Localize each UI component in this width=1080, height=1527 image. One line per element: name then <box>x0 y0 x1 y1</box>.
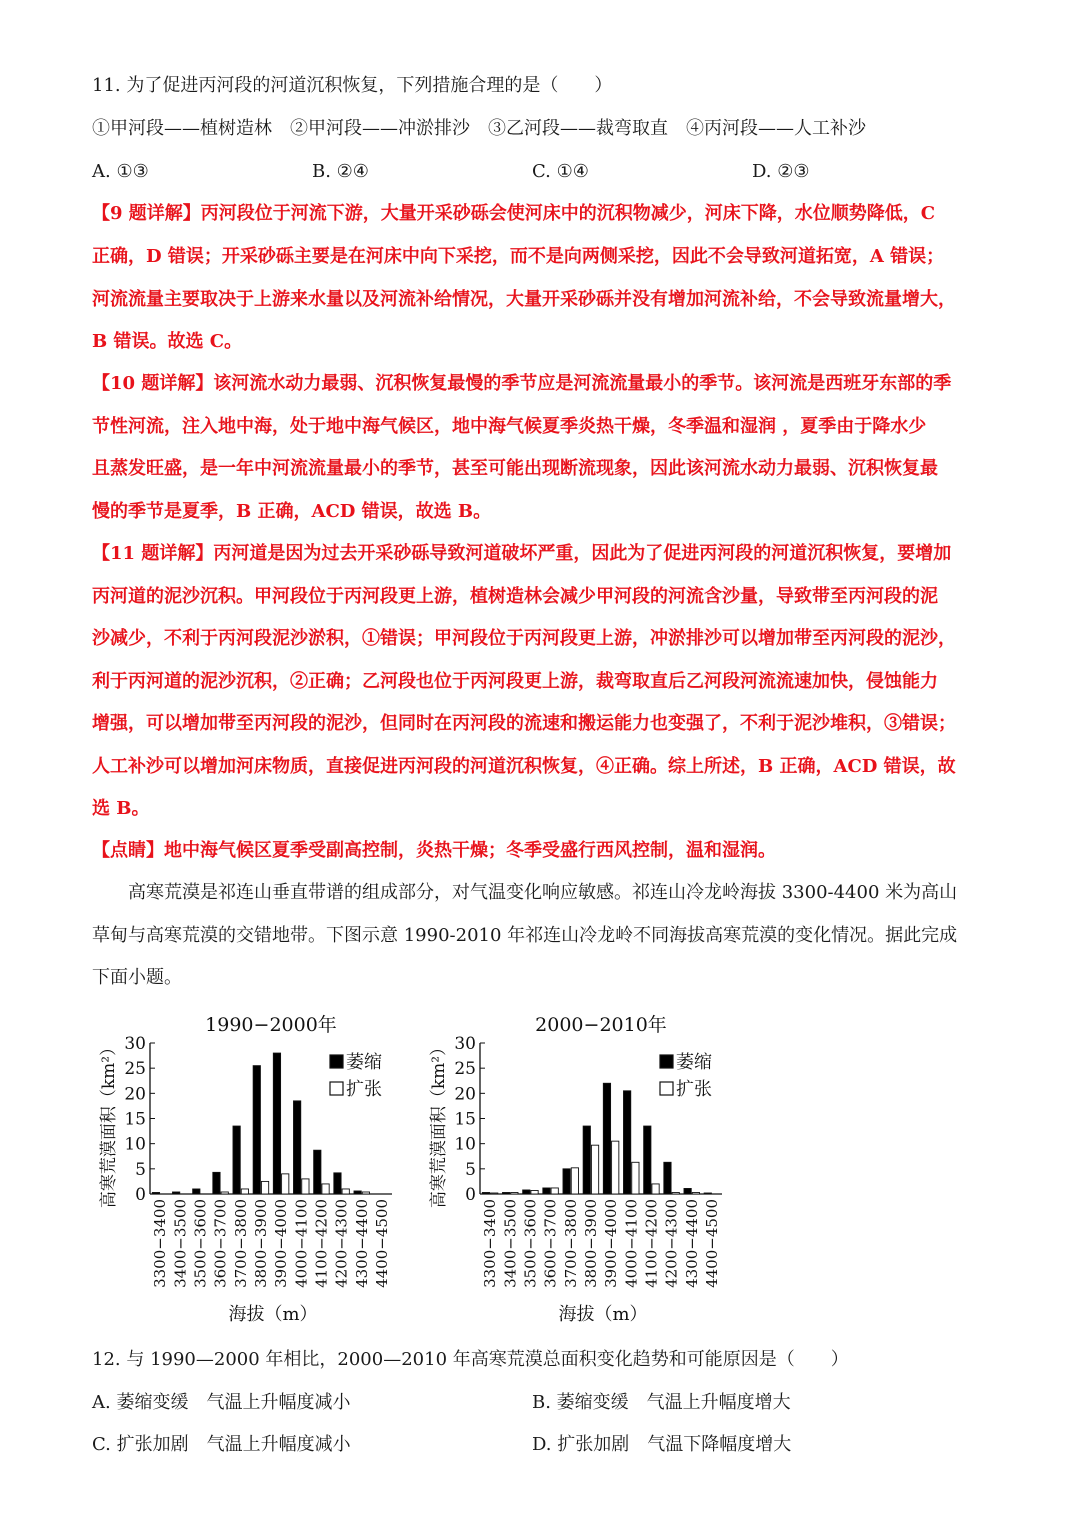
explain10-line: 【10 题详解】该河流水动力最弱、沉积恢复最慢的季节应是河流流量最小的季节。该河流是西班牙东部的季 <box>92 373 952 394</box>
bar-expand <box>322 1184 329 1194</box>
explain9-line: B 错误。故选 C。 <box>92 331 243 352</box>
x-axis-label: 海拔（m） <box>228 1304 318 1325</box>
q11-option-a[interactable]: A. ①③ <box>92 161 149 182</box>
chart-title: 2000−2010年 <box>535 1014 667 1036</box>
x-tick-label: 4100−4200 <box>312 1199 331 1288</box>
bar-shrink <box>684 1188 691 1194</box>
legend-swatch <box>330 1055 343 1068</box>
bar-shrink <box>273 1053 280 1194</box>
bar-expand <box>531 1190 538 1194</box>
explain11-line: 选 B。 <box>92 798 150 819</box>
x-tick-label: 4000−4100 <box>622 1199 641 1288</box>
x-tick-label: 4400−4500 <box>372 1199 391 1288</box>
explain11-line: 人工补沙可以增加河床物质，直接促进丙河段的河道沉积恢复，④正确。综上所述，B 正确，ACD 错误，故 <box>92 756 956 777</box>
x-tick-label: 3500−3600 <box>191 1199 210 1288</box>
bar-expand <box>282 1174 289 1194</box>
bar-expand <box>652 1184 659 1194</box>
legend-label: 扩张 <box>346 1079 382 1100</box>
passage-line: 高寒荒漠是祁连山垂直带谱的组成部分，对气温变化响应敏感。祁连山冷龙岭海拔 3300-4400 米为高山 <box>128 882 958 903</box>
y-tick-label: 25 <box>454 1059 476 1080</box>
bar-shrink <box>543 1188 550 1194</box>
q12-option-b[interactable]: B. 萎缩变缓 气温上升幅度增大 <box>532 1392 791 1413</box>
bar-shrink <box>664 1162 671 1194</box>
y-tick-label: 30 <box>454 1034 476 1054</box>
x-tick-label: 3400−3500 <box>501 1199 520 1288</box>
bar-expand <box>511 1192 518 1194</box>
explain11-line: 丙河道的泥沙沉积。甲河段位于丙河段更上游，植树造林会减少甲河段的河流含沙量，导致带至丙河段的泥 <box>92 586 938 607</box>
chart-2000-2010 <box>420 1005 740 1335</box>
legend-label: 萎缩 <box>676 1052 712 1073</box>
x-tick-label: 3700−3800 <box>561 1199 580 1288</box>
bar-expand <box>241 1189 248 1194</box>
y-tick-label: 5 <box>135 1159 146 1180</box>
bar-expand <box>221 1192 228 1194</box>
y-tick-label: 15 <box>454 1109 476 1130</box>
bar-shrink <box>583 1126 590 1194</box>
x-tick-label: 4100−4200 <box>642 1199 661 1288</box>
x-axis-label: 海拔（m） <box>558 1304 648 1325</box>
q12-option-a[interactable]: A. 萎缩变缓 气温上升幅度减小 <box>92 1392 351 1413</box>
bar-shrink <box>502 1192 509 1194</box>
tip-line: 【点睛】地中海气候区夏季受副高控制，炎热干燥；冬季受盛行西风控制，温和湿润。 <box>92 840 776 861</box>
explain11-line: 利于丙河道的泥沙沉积，②正确；乙河段也位于丙河段更上游，裁弯取直后乙河段河流流速加快，侵蚀能力 <box>92 671 938 692</box>
x-tick-label: 4200−4300 <box>662 1199 681 1288</box>
bar-expand <box>692 1192 699 1194</box>
q11-option-d[interactable]: D. ②③ <box>752 161 810 182</box>
bar-expand <box>491 1193 498 1194</box>
x-tick-label: 3300−3400 <box>481 1199 500 1288</box>
bar-shrink <box>233 1126 240 1194</box>
passage-line: 下面小题。 <box>92 967 182 988</box>
y-tick-label: 5 <box>465 1159 476 1180</box>
bar-expand <box>302 1179 309 1194</box>
x-tick-label: 3400−3500 <box>171 1199 190 1288</box>
x-tick-label: 3600−3700 <box>211 1199 230 1288</box>
x-tick-label: 3600−3700 <box>541 1199 560 1288</box>
x-tick-label: 3800−3900 <box>251 1199 270 1288</box>
bar-expand <box>571 1168 578 1194</box>
bar-shrink <box>334 1173 341 1194</box>
x-tick-label: 3800−3900 <box>581 1199 600 1288</box>
y-tick-label: 20 <box>124 1084 146 1105</box>
explain9-line: 【9 题详解】丙河段位于河流下游，大量开采砂砾会使河床中的沉积物减少，河床下降，水位顺势降低，C <box>92 203 936 224</box>
x-tick-label: 3900−4000 <box>602 1199 621 1288</box>
bar-shrink <box>523 1190 530 1194</box>
bar-shrink <box>172 1192 179 1194</box>
bar-shrink <box>213 1172 220 1194</box>
bar-expand <box>551 1188 558 1194</box>
x-tick-label: 4200−4300 <box>332 1199 351 1288</box>
legend-swatch <box>660 1082 673 1095</box>
y-tick-label: 10 <box>124 1134 146 1155</box>
bar-shrink <box>623 1091 630 1194</box>
q11-options <box>92 159 988 185</box>
x-tick-label: 3500−3600 <box>521 1199 540 1288</box>
bar-shrink <box>603 1083 610 1194</box>
q12-option-d[interactable]: D. 扩张加剧 气温下降幅度增大 <box>532 1434 792 1455</box>
explain10-line: 慢的季节是夏季，B 正确，ACD 错误，故选 B。 <box>92 501 492 522</box>
bar-shrink <box>704 1193 711 1194</box>
legend-label: 扩张 <box>676 1079 712 1100</box>
y-tick-label: 20 <box>454 1084 476 1105</box>
y-tick-label: 30 <box>124 1034 146 1054</box>
q11-items: ①甲河段——植树造林 ②甲河段——冲淤排沙 ③乙河段——裁弯取直 ④丙河段——人工补沙 <box>92 118 866 139</box>
explain9-line: 正确，D 错误；开采砂砾主要是在河床中向下采挖，而不是向两侧采挖，因此不会导致河道拓宽，A 错误； <box>92 246 945 267</box>
x-tick-label: 4000−4100 <box>292 1199 311 1288</box>
bar-shrink <box>354 1191 361 1194</box>
x-tick-label: 4400−4500 <box>702 1199 721 1288</box>
q11-stem: 11. 为了促进丙河段的河道沉积恢复，下列措施合理的是（ ） <box>92 75 613 96</box>
bar-shrink <box>314 1150 321 1194</box>
bar-shrink <box>152 1192 159 1194</box>
chart-1990-2000 <box>90 1005 410 1335</box>
explain11-line: 【11 题详解】丙河道是因为过去开采砂砾导致河道破坏严重，因此为了促进丙河段的河道沉积恢复，要增加 <box>92 543 952 564</box>
explain11-line: 沙减少，不利于丙河段泥沙淤积，①错误；甲河段位于丙河段更上游，冲淤排沙可以增加带至丙河段的泥沙， <box>92 628 956 649</box>
q12-option-c[interactable]: C. 扩张加剧 气温上升幅度减小 <box>92 1434 351 1455</box>
y-tick-label: 10 <box>454 1134 476 1155</box>
legend-swatch <box>660 1055 673 1068</box>
q11-option-b[interactable]: B. ②④ <box>312 161 369 182</box>
y-tick-label: 15 <box>124 1109 146 1130</box>
bar-expand <box>342 1189 349 1194</box>
x-tick-label: 3900−4000 <box>272 1199 291 1288</box>
bar-shrink <box>193 1189 200 1194</box>
y-tick-label: 25 <box>124 1059 146 1080</box>
x-tick-label: 3700−3800 <box>231 1199 250 1288</box>
y-axis-label: 高寒荒漠面积（km²） <box>99 1038 119 1209</box>
bar-shrink <box>482 1192 489 1194</box>
legend-label: 萎缩 <box>346 1052 382 1073</box>
y-tick-label: 0 <box>135 1185 146 1205</box>
q11-option-c[interactable]: C. ①④ <box>532 161 589 182</box>
explain11-line: 增强，可以增加带至丙河段的泥沙，但同时在丙河段的流速和搬运能力也变强了，不利于泥沙堆积，③错误； <box>92 713 956 734</box>
x-tick-label: 3300−3400 <box>151 1199 170 1288</box>
explain9-line: 河流流量主要取决于上游来水量以及河流补给情况，大量开采砂砾并没有增加河流补给，不会导致流量增大， <box>92 289 956 310</box>
bar-expand <box>261 1181 268 1194</box>
bar-shrink <box>644 1126 651 1194</box>
bar-expand <box>632 1162 639 1194</box>
bar-shrink <box>253 1066 260 1194</box>
explain10-line: 且蒸发旺盛，是一年中河流流量最小的季节，甚至可能出现断流现象，因此该河流水动力最弱、沉积恢复最 <box>92 458 938 479</box>
legend-swatch <box>330 1082 343 1095</box>
q12-stem: 12. 与 1990—2000 年相比，2000—2010 年高寒荒漠总面积变化趋势和可能原因是（ ） <box>92 1349 849 1370</box>
y-tick-label: 0 <box>465 1185 476 1205</box>
chart-title: 1990−2000年 <box>205 1014 337 1036</box>
y-axis-label: 高寒荒漠面积（km²） <box>429 1038 449 1209</box>
bar-shrink <box>563 1169 570 1194</box>
x-tick-label: 4300−4400 <box>352 1199 371 1288</box>
x-tick-label: 4300−4400 <box>682 1199 701 1288</box>
explain10-line: 节性河流，注入地中海，处于地中海气候区，地中海气候夏季炎热干燥，冬季温和湿润 ，夏季由于降水少 <box>92 416 927 437</box>
bar-shrink <box>293 1101 300 1194</box>
passage-line: 草甸与高寒荒漠的交错地带。下图示意 1990-2010 年祁连山冷龙岭不同海拔高寒荒漠的变化情况。据此完成 <box>92 925 958 946</box>
bar-expand <box>362 1192 369 1194</box>
bar-expand <box>612 1141 619 1194</box>
bar-expand <box>591 1145 598 1194</box>
bar-expand <box>672 1192 679 1194</box>
